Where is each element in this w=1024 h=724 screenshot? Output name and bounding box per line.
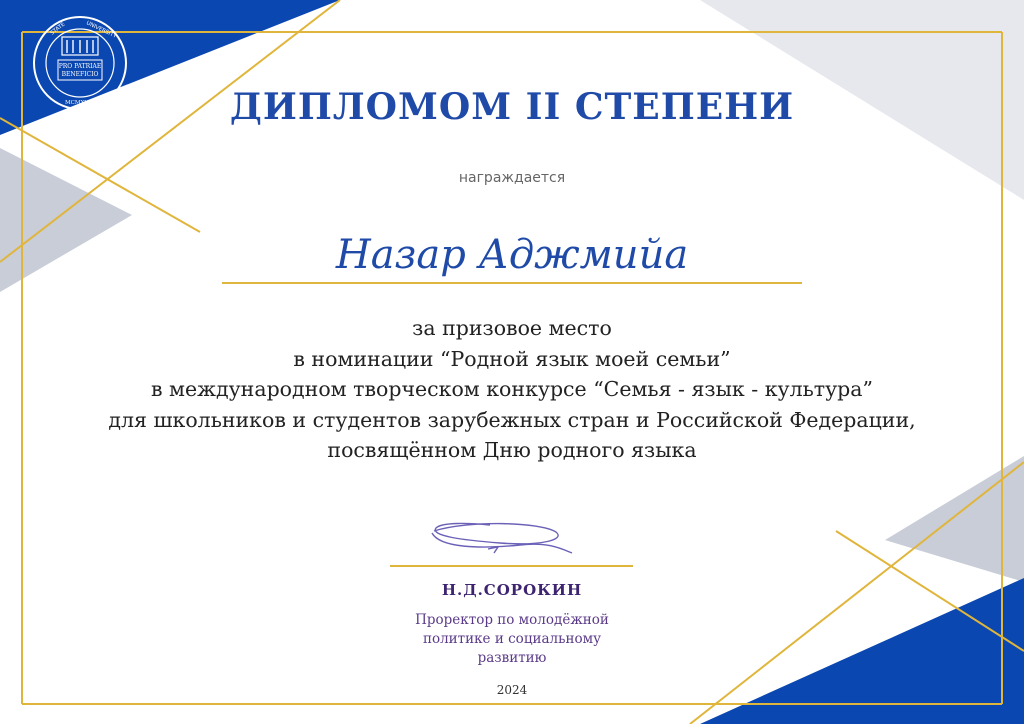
award-reason-line: в международном творческом конкурсе “Семья - язык - культура” (151, 377, 873, 402)
svg-text:UNIVERSITY: UNIVERSITY (85, 20, 118, 40)
svg-text:PRO PATRIAE: PRO PATRIAE (58, 63, 102, 70)
svg-text:BENEFICIO: BENEFICIO (61, 71, 99, 78)
award-reason-line: в номинации “Родной язык моей семьи” (293, 346, 731, 371)
award-reason (60, 313, 964, 466)
awarded-label: награждается (458, 170, 566, 186)
signer-position-line: Проректор по молодёжной (415, 612, 609, 628)
award-reason-line: для школьников и студентов зарубежных стран и Российской Федерации, (108, 407, 916, 432)
diploma-year: 2024 (496, 683, 528, 697)
signer-position-line: политике и социальному (422, 631, 602, 647)
award-reason-line: посвящённом Дню родного языка (327, 438, 697, 463)
svg-text:MCMXVIII: MCMXVIII (65, 100, 95, 106)
signer-position (0, 611, 1024, 668)
signer-position-line: развитию (477, 650, 547, 666)
diploma-title: ДИПЛОМОМ II СТЕПЕНИ (229, 86, 795, 128)
award-reason-line: за призовое место (412, 316, 612, 340)
signer-name: Н.Д.СОРОКИН (441, 581, 583, 599)
svg-text:STATE: STATE (49, 21, 67, 37)
bottom-right-grey-triangle (885, 456, 1024, 582)
handwritten-signature (432, 523, 572, 553)
recipient-name: Назар Аджмийа (335, 232, 689, 278)
